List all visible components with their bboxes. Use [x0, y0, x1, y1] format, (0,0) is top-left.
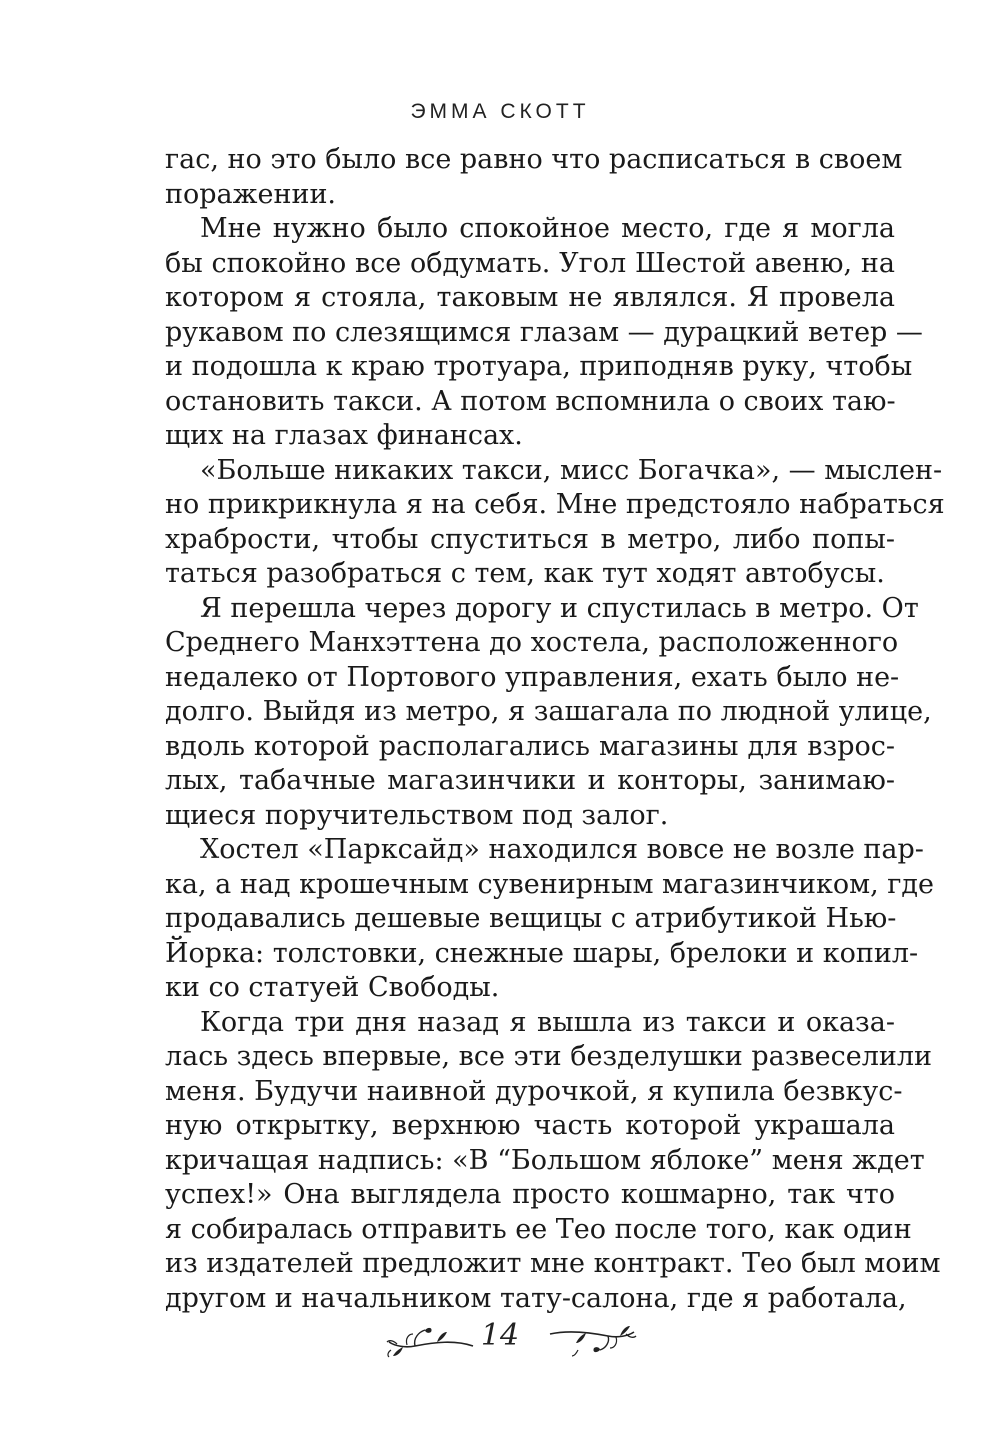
text-line: Йорка: толстовки, снежные шары, брелоки и копил- [165, 937, 919, 969]
page-number: 14 [480, 1318, 520, 1353]
text-line: я собиралась отправить ее Тео после того, как один [165, 1213, 912, 1245]
text-line: и подошла к краю тротуара, приподняв руку, чтобы [165, 351, 913, 382]
leaf-vine-ornament-icon [548, 1320, 638, 1360]
text-line: лась здесь впервые, все эти безделушки развеселили [165, 1041, 933, 1072]
text-line: лых, табачные магазинчики и конторы, занимаю- [165, 765, 895, 796]
text-line: но прикрикнула я на себя. Мне предстояло набраться [165, 489, 945, 520]
text-line: меня. Будучи наивной дурочкой, я купила безвкус- [165, 1075, 903, 1107]
text-line: недалеко от Портового управления, ехать было не- [165, 661, 900, 693]
leaf-vine-ornament-icon [385, 1320, 475, 1360]
text-line: рукавом по слезящимся глазам — дурацкий ветер — [165, 316, 923, 348]
text-line: бы спокойно все обдумать. Угол Шестой авеню, на [165, 247, 895, 279]
text-line: таться разобраться с тем, как тут ходят автобусы. [165, 558, 885, 589]
text-line: Я перешла через дорогу и спустилась в метро. От [200, 592, 919, 624]
text-line: ка, а над крошечным сувенирным магазинчиком, где [165, 868, 935, 900]
text-line: из издателей предложит мне контракт. Тео был моим [165, 1248, 941, 1279]
text-line: Среднего Манхэттена до хостела, расположенного [165, 627, 899, 658]
text-line: ки со статуей Свободы. [165, 972, 500, 1003]
body-text [165, 143, 945, 1316]
text-line: успех!» Она выглядела просто кошмарно, так что [165, 1179, 895, 1210]
text-line: кричащая надпись: «В “Большом яблоке” меня ждет [165, 1144, 925, 1176]
text-line: котором я стояла, таковым не являлся. Я провела [165, 282, 895, 313]
running-header-author: ЭММА СКОТТ [410, 100, 590, 123]
text-line: другом и начальником тату-салона, где я работала, [165, 1282, 907, 1314]
text-line: «Больше никаких такси, мисс Богачка», — мыслен- [200, 454, 943, 486]
text-line: Хостел «Парксайд» находился вовсе не возле пар- [200, 834, 924, 865]
text-line: долго. Выйдя из метро, я зашагала по людной улице, [165, 696, 932, 727]
text-line: щих на глазах финансах. [165, 420, 523, 451]
text-line: продавались дешевые вещицы с атрибутикой Нью- [165, 903, 897, 934]
text-line: гас, но это было все равно что расписаться в своем [165, 144, 903, 175]
text-line: поражении. [165, 178, 337, 210]
text-line: щиеся поручительством под залог. [165, 799, 669, 831]
text-line: храбрости, чтобы спуститься в метро, либо попы- [165, 523, 895, 555]
text-line: Когда три дня назад я вышла из такси и оказа- [200, 1006, 895, 1038]
text-line: Мне нужно было спокойное место, где я могла [200, 213, 895, 244]
text-line: остановить такси. А потом вспомнила о своих таю- [165, 385, 896, 417]
text-line: ную открытку, верхнюю часть которой украшала [165, 1110, 895, 1141]
text-line: вдоль которой располагались магазины для взрос- [165, 730, 895, 762]
page-footer [0, 1318, 1000, 1368]
